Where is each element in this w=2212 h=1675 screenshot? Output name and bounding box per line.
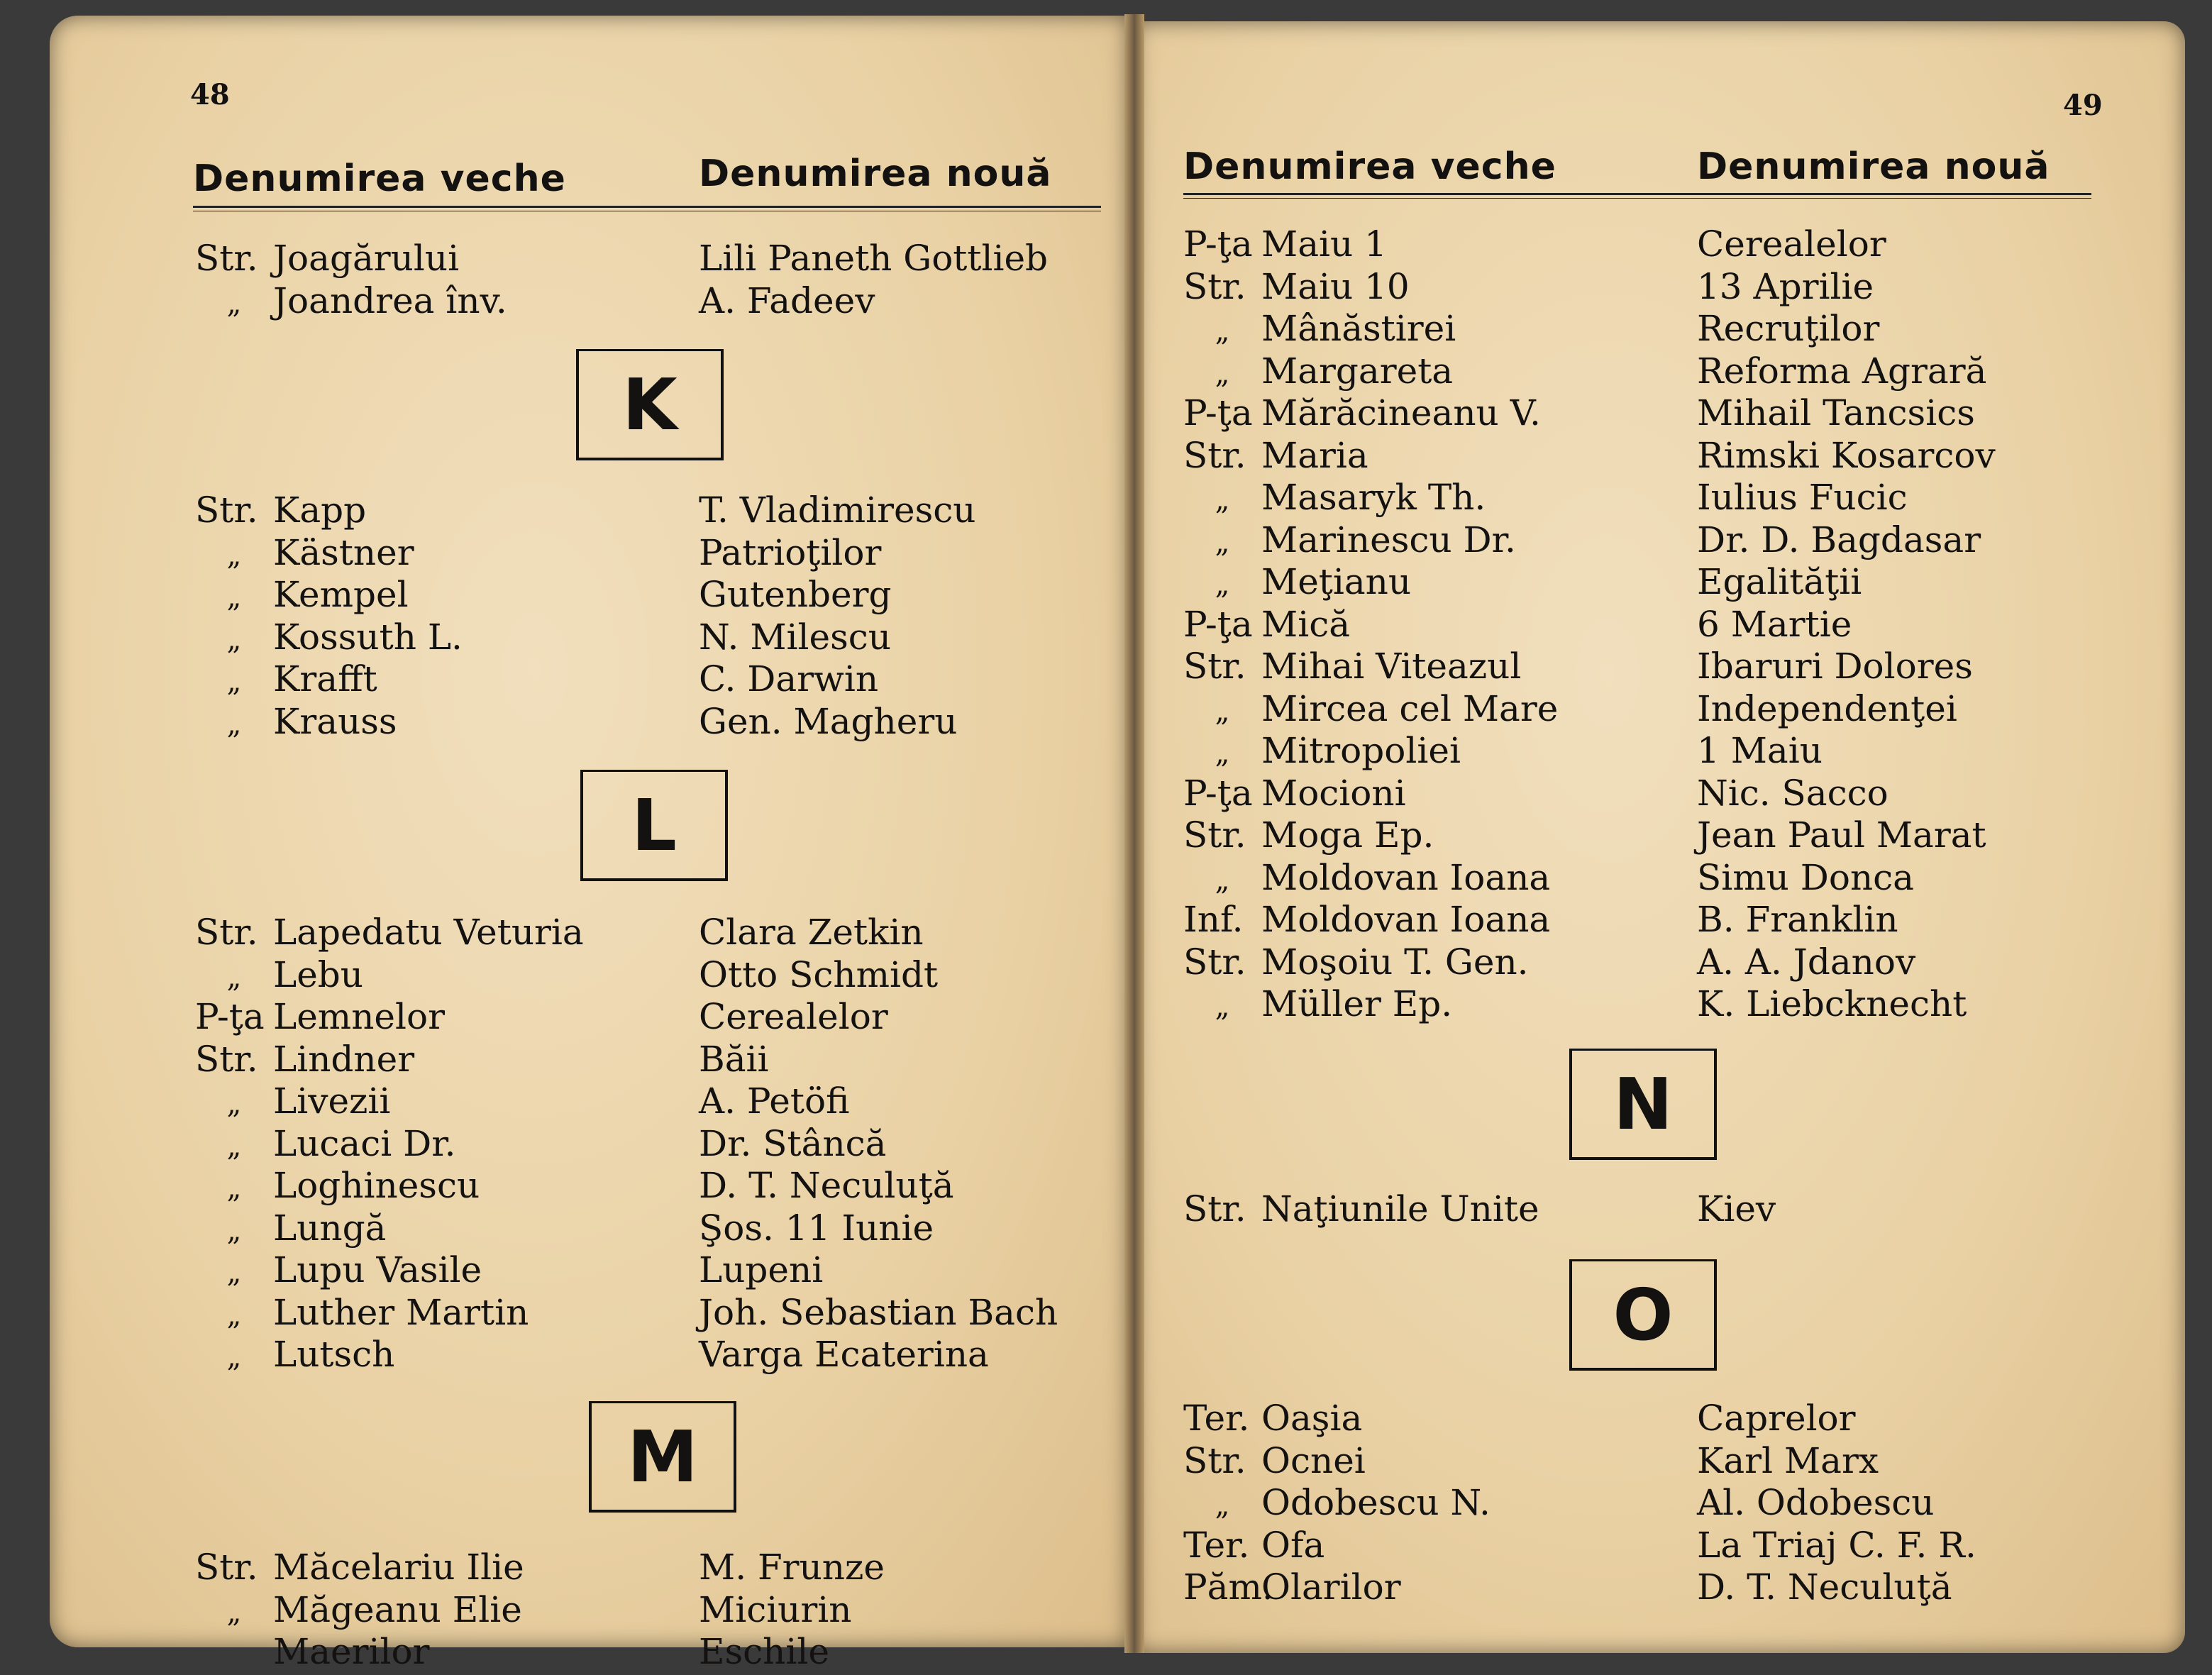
old-street-name: Joagărului [273, 238, 460, 279]
new-street-name: Mihail Tancsics [1697, 392, 1975, 433]
new-street-name: Iulius Fucic [1697, 477, 1908, 518]
street-entry-old [1183, 1482, 1491, 1525]
street-type-prefix: „ [226, 1256, 242, 1289]
street-type-prefix: „ [226, 1214, 242, 1247]
street-type-prefix: P-ţa [195, 996, 265, 1037]
new-street-name: Reforma Agrară [1697, 350, 1987, 392]
street-entry-old [195, 1207, 584, 1250]
old-street-name: Margareta [1261, 350, 1454, 392]
street-type-prefix: „ [1215, 526, 1230, 559]
section-letter-k: K [576, 349, 724, 460]
old-street-name: Lucaci Dr. [273, 1122, 456, 1164]
new-street-name: Miciurin [699, 1588, 852, 1630]
street-entry-old [195, 532, 463, 575]
header-rule-left [193, 206, 1101, 211]
street-entry-old [195, 1123, 584, 1166]
old-street-name: Kossuth L. [273, 616, 463, 658]
old-street-name: Lapedatu Veturia [273, 912, 584, 953]
old-street-name: Lungă [273, 1207, 387, 1249]
street-entry-old [1183, 941, 1558, 984]
new-street-name: Otto Schmidt [699, 953, 939, 995]
street-type-prefix: „ [226, 1596, 242, 1629]
street-entry-old [1183, 519, 1558, 562]
new-street-name: Nic. Sacco [1697, 772, 1889, 814]
street-type-prefix: P-ţa [1183, 772, 1253, 814]
old-street-name: Joandrea înv. [273, 280, 507, 321]
old-street-name: Maria [1261, 434, 1368, 476]
new-street-name: Rimski Kosarcov [1697, 434, 1996, 476]
street-type-prefix: Str. [1183, 1439, 1246, 1481]
section-letter-o: O [1569, 1259, 1717, 1371]
street-type-prefix: „ [1215, 315, 1230, 348]
old-street-name: Olarilor [1261, 1566, 1401, 1608]
street-type-prefix: „ [226, 1298, 242, 1332]
old-street-name: Oaşia [1261, 1398, 1363, 1439]
street-type-prefix: „ [226, 538, 242, 572]
street-type-prefix: Ter. [1183, 1398, 1250, 1439]
street-entry-old [195, 1589, 524, 1632]
street-entry-old [1183, 730, 1558, 773]
street-type-prefix: „ [226, 581, 242, 614]
left-old-names-3 [195, 1547, 524, 1674]
street-type-prefix: „ [226, 707, 242, 741]
street-entry-old [1183, 477, 1558, 519]
old-street-name: Kempel [273, 574, 409, 615]
old-street-name: Moga Ep. [1261, 814, 1434, 856]
street-entry-old [1183, 1398, 1491, 1440]
old-street-name: Mocioni [1261, 772, 1406, 814]
right-new-names-1 [1697, 1188, 1776, 1231]
street-entry-old [1183, 773, 1558, 815]
street-type-prefix: Str. [1183, 265, 1246, 307]
right-new-names-2 [1697, 1398, 1976, 1609]
old-street-name: Loghinescu [273, 1165, 480, 1206]
street-type-prefix: Str. [195, 238, 258, 279]
old-street-name: Lemnelor [273, 996, 445, 1037]
column-header-new-right: Denumirea nouă [1697, 145, 2050, 188]
new-street-name: 1 Maiu [1697, 730, 1823, 771]
street-entry-old [1183, 857, 1558, 900]
street-entry-old [1183, 1188, 1539, 1231]
new-street-name: Şos. 11 Iunie [699, 1207, 934, 1249]
street-entry-old [195, 1547, 524, 1589]
new-street-name: Simu Donca [1697, 856, 1914, 898]
column-header-old-right: Denumirea veche [1183, 145, 1556, 188]
right-old-names-1 [1183, 1188, 1539, 1231]
street-type-prefix: „ [1215, 484, 1230, 516]
street-type-prefix: P-ţa [1183, 392, 1253, 433]
old-street-name: Maiu 10 [1261, 265, 1410, 307]
street-entry-old [195, 1292, 584, 1334]
new-street-name: Recruţilor [1697, 308, 1880, 349]
new-street-name: Ibaruri Dolores [1697, 646, 1973, 687]
street-entry-old [1183, 435, 1558, 477]
old-street-name: Moldovan Ioana [1261, 856, 1551, 898]
street-type-prefix: „ [1215, 737, 1230, 770]
old-street-name: Lebu [273, 953, 364, 995]
street-type-prefix: Str. [195, 1038, 258, 1080]
street-type-prefix: „ [226, 1088, 242, 1120]
old-street-name: Marinescu Dr. [1261, 519, 1516, 560]
new-street-name: Gen. Magheru [699, 700, 958, 742]
street-entry-old [1183, 814, 1558, 857]
street-type-prefix: „ [226, 665, 242, 698]
street-type-prefix: „ [226, 961, 242, 994]
street-entry-old [1183, 308, 1558, 350]
old-street-name: Ofa [1261, 1524, 1325, 1566]
new-street-name: Gutenberg [699, 574, 892, 615]
old-street-name: Măcelariu Ilie [273, 1547, 524, 1588]
old-street-name: Kästner [273, 531, 414, 573]
street-entry-old [1183, 646, 1558, 688]
new-street-name: 6 Martie [1697, 603, 1852, 645]
new-street-name: Cerealelor [1697, 223, 1886, 265]
street-entry-old [1183, 983, 1558, 1026]
right-old-names-2 [1183, 1398, 1491, 1609]
street-entry-old [1183, 350, 1558, 393]
street-type-prefix: Str. [1183, 434, 1246, 476]
new-street-name: A. A. Jdanov [1697, 941, 1916, 983]
street-entry-old [195, 574, 463, 617]
street-type-prefix: Str. [195, 912, 258, 953]
street-type-prefix: Str. [1183, 941, 1246, 983]
street-entry-old [1183, 604, 1558, 646]
left-new-names-0 [699, 238, 1048, 322]
old-street-name: Müller Ep. [1261, 983, 1453, 1024]
old-street-name: Mânăstirei [1261, 308, 1456, 349]
page-number-left: 48 [190, 78, 230, 111]
street-type-prefix: „ [1215, 863, 1230, 897]
old-street-name: Krafft [273, 658, 377, 700]
left-new-names-1 [699, 490, 975, 743]
new-street-name: Lupeni [699, 1249, 824, 1290]
street-entry-old [195, 912, 584, 954]
new-street-name: B. Franklin [1697, 899, 1898, 940]
old-street-name: Mărăcineanu V. [1261, 392, 1541, 433]
old-street-name: Krauss [273, 700, 397, 742]
street-entry-old [195, 490, 463, 532]
street-entry-old [195, 954, 584, 997]
street-type-prefix: Str. [195, 1547, 258, 1588]
new-street-name: Al. Odobescu [1697, 1482, 1935, 1523]
street-type-prefix: „ [226, 1129, 242, 1163]
new-street-name: Patrioţilor [699, 531, 882, 573]
street-type-prefix: Ter. [1183, 1524, 1250, 1566]
new-street-name: Caprelor [1697, 1398, 1856, 1439]
street-type-prefix: Str. [1183, 646, 1246, 687]
new-street-name: Dr. Stâncă [699, 1122, 887, 1164]
old-street-name: Odobescu N. [1261, 1482, 1491, 1523]
new-street-name: Varga Ecaterina [699, 1334, 989, 1375]
old-street-name: Măgeanu Elie [273, 1588, 522, 1630]
old-street-name: Mică [1261, 603, 1350, 645]
street-entry-old [1183, 561, 1558, 604]
old-street-name: Mircea cel Mare [1261, 687, 1559, 729]
new-street-name: Lili Paneth Gottlieb [699, 238, 1049, 279]
street-entry-old [195, 280, 507, 323]
left-new-names-2 [699, 912, 1058, 1376]
old-street-name: Luther Martin [273, 1291, 529, 1333]
header-rule-right [1183, 193, 2091, 199]
left-old-names-2 [195, 912, 584, 1376]
new-street-name: Joh. Sebastian Bach [699, 1291, 1058, 1333]
new-street-name: C. Darwin [699, 658, 879, 700]
new-street-name: D. T. Neculuţă [699, 1165, 954, 1206]
street-entry-old [1183, 392, 1558, 435]
new-street-name: N. Milescu [699, 616, 891, 658]
left-old-names-0 [195, 238, 507, 322]
old-street-name: Livezii [273, 1080, 391, 1122]
street-type-prefix: Str. [1183, 1188, 1246, 1229]
street-type-prefix: „ [226, 623, 242, 656]
left-new-names-3 [699, 1547, 885, 1674]
new-street-name: K. Liebcknecht [1697, 983, 1967, 1024]
street-entry-old [195, 1249, 584, 1292]
new-street-name: Kiev [1697, 1188, 1776, 1229]
new-street-name: Dr. D. Bagdasar [1697, 519, 1981, 560]
old-street-name: Naţiunile Unite [1261, 1188, 1539, 1229]
street-entry-old [195, 1334, 584, 1376]
book-gutter [1124, 14, 1144, 1653]
new-street-name: Băii [699, 1038, 769, 1080]
old-street-name: Mitropoliei [1261, 730, 1461, 771]
left-old-names-1 [195, 490, 463, 743]
street-entry-old [1183, 1525, 1491, 1567]
street-type-prefix: „ [1215, 695, 1230, 728]
new-street-name: Eschile [699, 1631, 829, 1672]
street-entry-old [1183, 266, 1558, 309]
old-street-name: Maerilor [273, 1631, 430, 1672]
new-street-name: A. Petöfi [699, 1080, 850, 1122]
section-letter-n: N [1569, 1049, 1717, 1160]
new-street-name: Egalităţii [1697, 561, 1862, 602]
new-street-name: D. T. Neculuţă [1697, 1566, 1952, 1608]
street-entry-old [1183, 1440, 1491, 1483]
old-street-name: Ocnei [1261, 1439, 1366, 1481]
street-type-prefix: P-ţa [1183, 603, 1253, 645]
new-street-name: Independenţei [1697, 687, 1957, 729]
old-street-name: Maiu 1 [1261, 223, 1387, 265]
street-entry-old [1183, 223, 1558, 266]
street-entry-old [1183, 899, 1558, 941]
street-entry-old [195, 238, 507, 280]
street-entry-old [195, 1039, 584, 1081]
page-number-right: 49 [2063, 89, 2103, 122]
street-type-prefix: „ [1215, 357, 1230, 390]
street-entry-old [195, 1165, 584, 1207]
old-street-name: Lupu Vasile [273, 1249, 482, 1290]
street-type-prefix: Inf. [1183, 899, 1244, 940]
old-street-name: Moldovan Ioana [1261, 899, 1551, 940]
street-entry-old [195, 701, 463, 743]
new-street-name: M. Frunze [699, 1547, 885, 1588]
right-old-names-0 [1183, 223, 1558, 1026]
old-street-name: Mihai Viteazul [1261, 646, 1522, 687]
street-type-prefix: „ [226, 1341, 242, 1373]
new-street-name: Karl Marx [1697, 1439, 1879, 1481]
column-header-new-left: Denumirea nouă [699, 153, 1052, 195]
old-street-name: Lindner [273, 1038, 415, 1080]
street-entry-old [195, 1080, 584, 1123]
street-type-prefix: „ [1215, 990, 1230, 1023]
street-entry-old [195, 1631, 524, 1674]
new-street-name: 13 Aprilie [1697, 265, 1874, 307]
street-type-prefix: „ [1215, 1489, 1230, 1522]
old-street-name: Masaryk Th. [1261, 477, 1486, 518]
street-type-prefix: Păm. [1183, 1566, 1273, 1608]
old-street-name: Meţianu [1261, 561, 1412, 602]
street-type-prefix: „ [226, 1172, 242, 1205]
street-type-prefix: „ [226, 287, 242, 320]
new-street-name: A. Fadeev [699, 280, 875, 321]
old-street-name: Lutsch [273, 1334, 395, 1375]
old-street-name: Kapp [273, 490, 367, 531]
section-letter-m: M [589, 1401, 736, 1513]
street-type-prefix: P-ţa [1183, 223, 1253, 265]
street-entry-old [195, 996, 584, 1039]
new-street-name: La Triaj C. F. R. [1697, 1524, 1976, 1566]
new-street-name: T. Vladimirescu [699, 490, 976, 531]
old-street-name: Moşoiu T. Gen. [1261, 941, 1529, 983]
street-type-prefix: Str. [195, 490, 258, 531]
new-street-name: Cerealelor [699, 996, 888, 1037]
street-type-prefix: „ [1215, 568, 1230, 601]
section-letter-l: L [580, 770, 728, 881]
street-entry-old [195, 658, 463, 701]
street-type-prefix: Str. [1183, 814, 1246, 856]
street-entry-old [1183, 1566, 1491, 1609]
right-new-names-0 [1697, 223, 1996, 1026]
new-street-name: Jean Paul Marat [1697, 814, 1986, 856]
street-entry-old [1183, 688, 1558, 731]
new-street-name: Clara Zetkin [699, 912, 924, 953]
street-entry-old [195, 617, 463, 659]
column-header-old-left: Denumirea veche [193, 157, 566, 200]
